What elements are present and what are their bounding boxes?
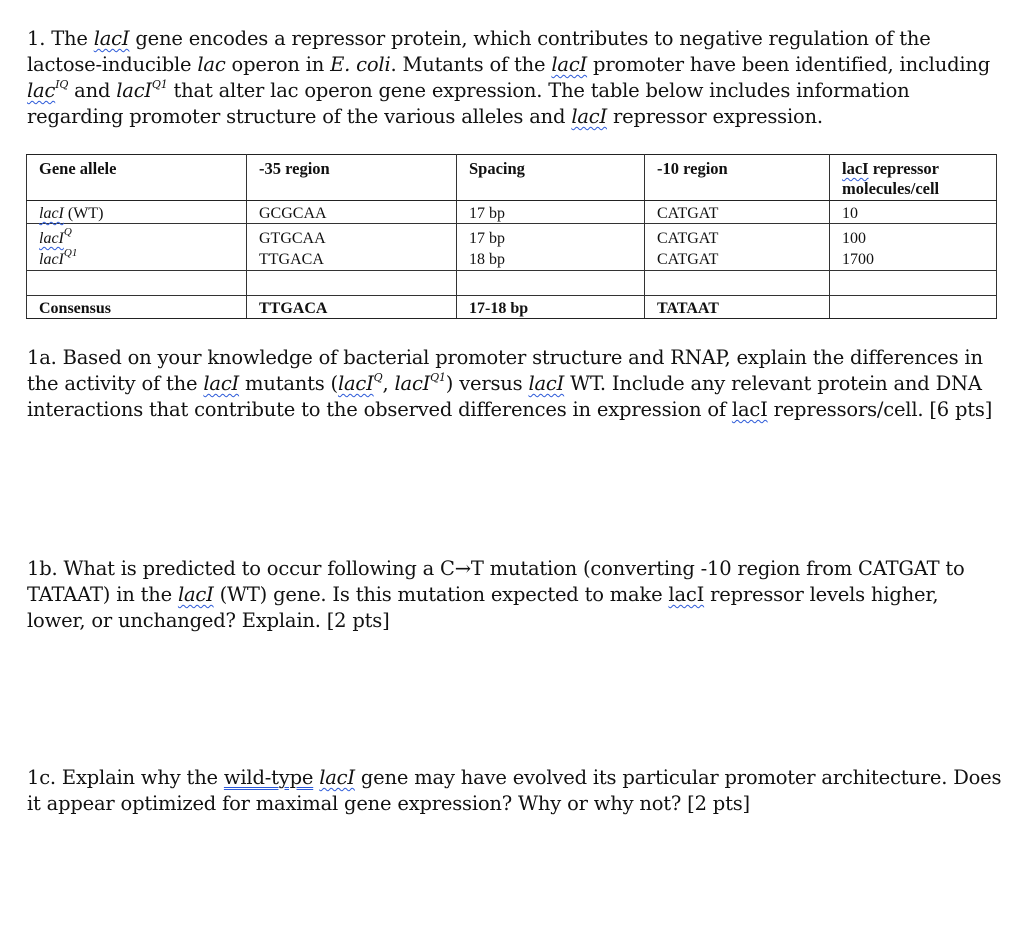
- spacing-cell: 17 bp 18 bp: [457, 224, 645, 271]
- table-header-row: [27, 155, 997, 201]
- table-row-empty: [27, 271, 997, 296]
- header-35-region: -35 region: [247, 155, 457, 201]
- minus35-cell: GTGCAA TTGACA: [247, 224, 457, 271]
- spacing-cell: 17-18 bp: [457, 296, 645, 319]
- promoter-table: [26, 154, 997, 319]
- question-1-intro: 1. The lacI gene encodes a repressor protein, which contributes to negative regulation of the lactose-inducible lac operon in E. coli. Mutants of the lacI promoter have been identified, including lac$^{IQ}$ and lacI$^{Q1}$ that alter lac operon gene expression. The table below includes information regarding promoter structure of the various alleles and lacI repressor expression.: [27, 27, 991, 128]
- table-row: [27, 201, 997, 224]
- question-1a: 1a. Based on your knowledge of bacterial promoter structure and RNAP, explain the differences in the activity of the lacI mutants (lacI$^Q$, lacI$^{Q1}$) versus lacI WT. Include any relevant protein and DNA interactions that contribute to the observed differences in expression of lacI repressors/cell. [6 pts]: [27, 346, 993, 421]
- minus35-cell: GCGCAA: [247, 201, 457, 224]
- header-gene-allele: Gene allele: [27, 155, 247, 201]
- allele-cell: lacI (WT): [27, 201, 247, 224]
- minus10-cell: CATGAT CATGAT: [645, 224, 830, 271]
- table-row-consensus: [27, 296, 997, 319]
- header-10-region: -10 region: [645, 155, 830, 201]
- minus35-cell: TTGACA: [247, 296, 457, 319]
- allele-cell: lacI$^Q$ lacI$^{Q1}$: [27, 224, 247, 271]
- table-row: [27, 224, 997, 271]
- header-repressor-count: lacI repressor molecules/cell: [830, 155, 997, 201]
- header-spacing: Spacing: [457, 155, 645, 201]
- question-1b: 1b. What is predicted to occur following a C→T mutation (converting -10 region from CATGAT to TATAAT) in the lacI (WT) gene. Is this mutation expected to make lacI repressor levels higher, lower, or unchanged? Explain. [2 pts]: [27, 557, 965, 632]
- molecules-cell: [830, 296, 997, 319]
- minus10-cell: TATAAT: [645, 296, 830, 319]
- molecules-cell: 10: [830, 201, 997, 224]
- molecules-cell: 100 1700: [830, 224, 997, 271]
- allele-cell: Consensus: [27, 296, 247, 319]
- spacing-cell: 17 bp: [457, 201, 645, 224]
- question-1c: 1c. Explain why the wild-type lacI gene may have evolved its particular promoter architecture. Does it appear optimized for maximal gene expression? Why or why not? [2 pts]: [27, 766, 1002, 815]
- minus10-cell: CATGAT: [645, 201, 830, 224]
